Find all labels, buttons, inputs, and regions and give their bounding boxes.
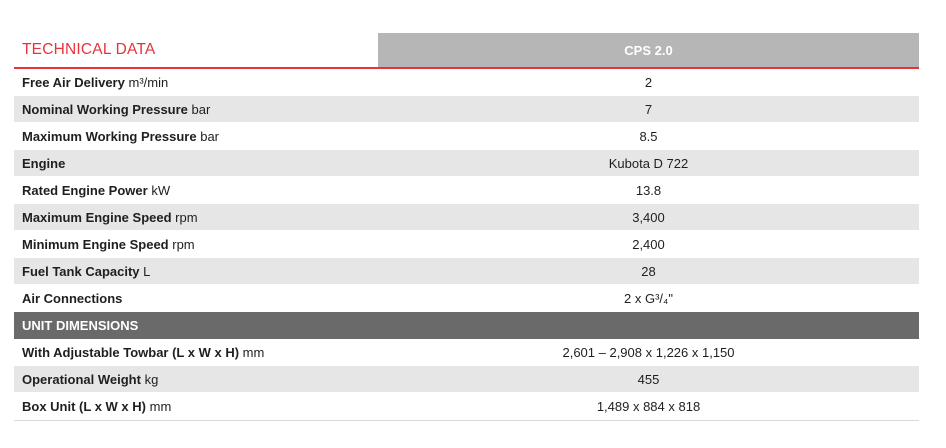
table-row <box>14 393 919 420</box>
spec-unit: kW <box>151 182 171 198</box>
spec-value: 1,489 x 884 x 818 <box>596 398 701 414</box>
spec-name: Free Air Delivery <box>22 74 125 90</box>
spec-name: Rated Engine Power <box>22 182 148 198</box>
spec-unit: kg <box>144 371 159 387</box>
spec-unit: L <box>143 263 151 279</box>
table-row <box>14 231 919 258</box>
table-row <box>14 285 919 312</box>
technical-data-table <box>14 33 919 421</box>
spec-unit: bar <box>200 128 220 144</box>
spec-value: 3,400 <box>632 209 665 225</box>
spec-name: Box Unit (L x W x H) <box>22 398 146 414</box>
spec-unit: m³/min <box>128 74 169 90</box>
spec-value: 8.5 <box>639 128 658 144</box>
table-row <box>14 366 919 393</box>
table-header <box>14 33 919 69</box>
table-row <box>14 339 919 366</box>
table-row <box>14 177 919 204</box>
spec-name: Nominal Working Pressure <box>22 101 188 117</box>
section-header-unit-dimensions: UNIT DIMENSIONS <box>14 312 919 339</box>
spec-unit: rpm <box>172 236 195 252</box>
table-row <box>14 204 919 231</box>
table-row <box>14 69 919 96</box>
spec-name: Air Connections <box>22 290 123 306</box>
spec-value: Kubota D 722 <box>608 155 689 171</box>
spec-unit: mm <box>149 398 172 414</box>
table-row <box>14 258 919 285</box>
spec-unit: bar <box>191 101 211 117</box>
spec-unit: mm <box>242 344 265 360</box>
table-bottom-rule <box>14 420 919 421</box>
spec-value: 28 <box>641 263 656 279</box>
table-title: TECHNICAL DATA <box>22 41 156 58</box>
spec-value: 13.8 <box>635 182 662 198</box>
spec-name: Fuel Tank Capacity <box>22 263 140 279</box>
spec-name: Maximum Working Pressure <box>22 128 197 144</box>
spec-unit: rpm <box>175 209 198 225</box>
spec-value: 2,601 – 2,908 x 1,226 x 1,150 <box>562 344 735 360</box>
spec-name: With Adjustable Towbar (L x W x H) <box>22 344 240 360</box>
spec-value: 455 <box>637 371 660 387</box>
table-row <box>14 123 919 150</box>
spec-name: Minimum Engine Speed <box>22 236 169 252</box>
spec-value: 7 <box>644 101 653 117</box>
spec-value: 2,400 <box>632 236 665 252</box>
spec-name: Operational Weight <box>22 371 141 387</box>
spec-value: 2 x G³/₄" <box>624 290 673 306</box>
table-row <box>14 96 919 123</box>
model-column-header: CPS 2.0 <box>378 33 919 67</box>
spec-value: 2 <box>644 74 653 90</box>
spec-name: Engine <box>22 155 66 171</box>
spec-name: Maximum Engine Speed <box>22 209 172 225</box>
table-row <box>14 150 919 177</box>
